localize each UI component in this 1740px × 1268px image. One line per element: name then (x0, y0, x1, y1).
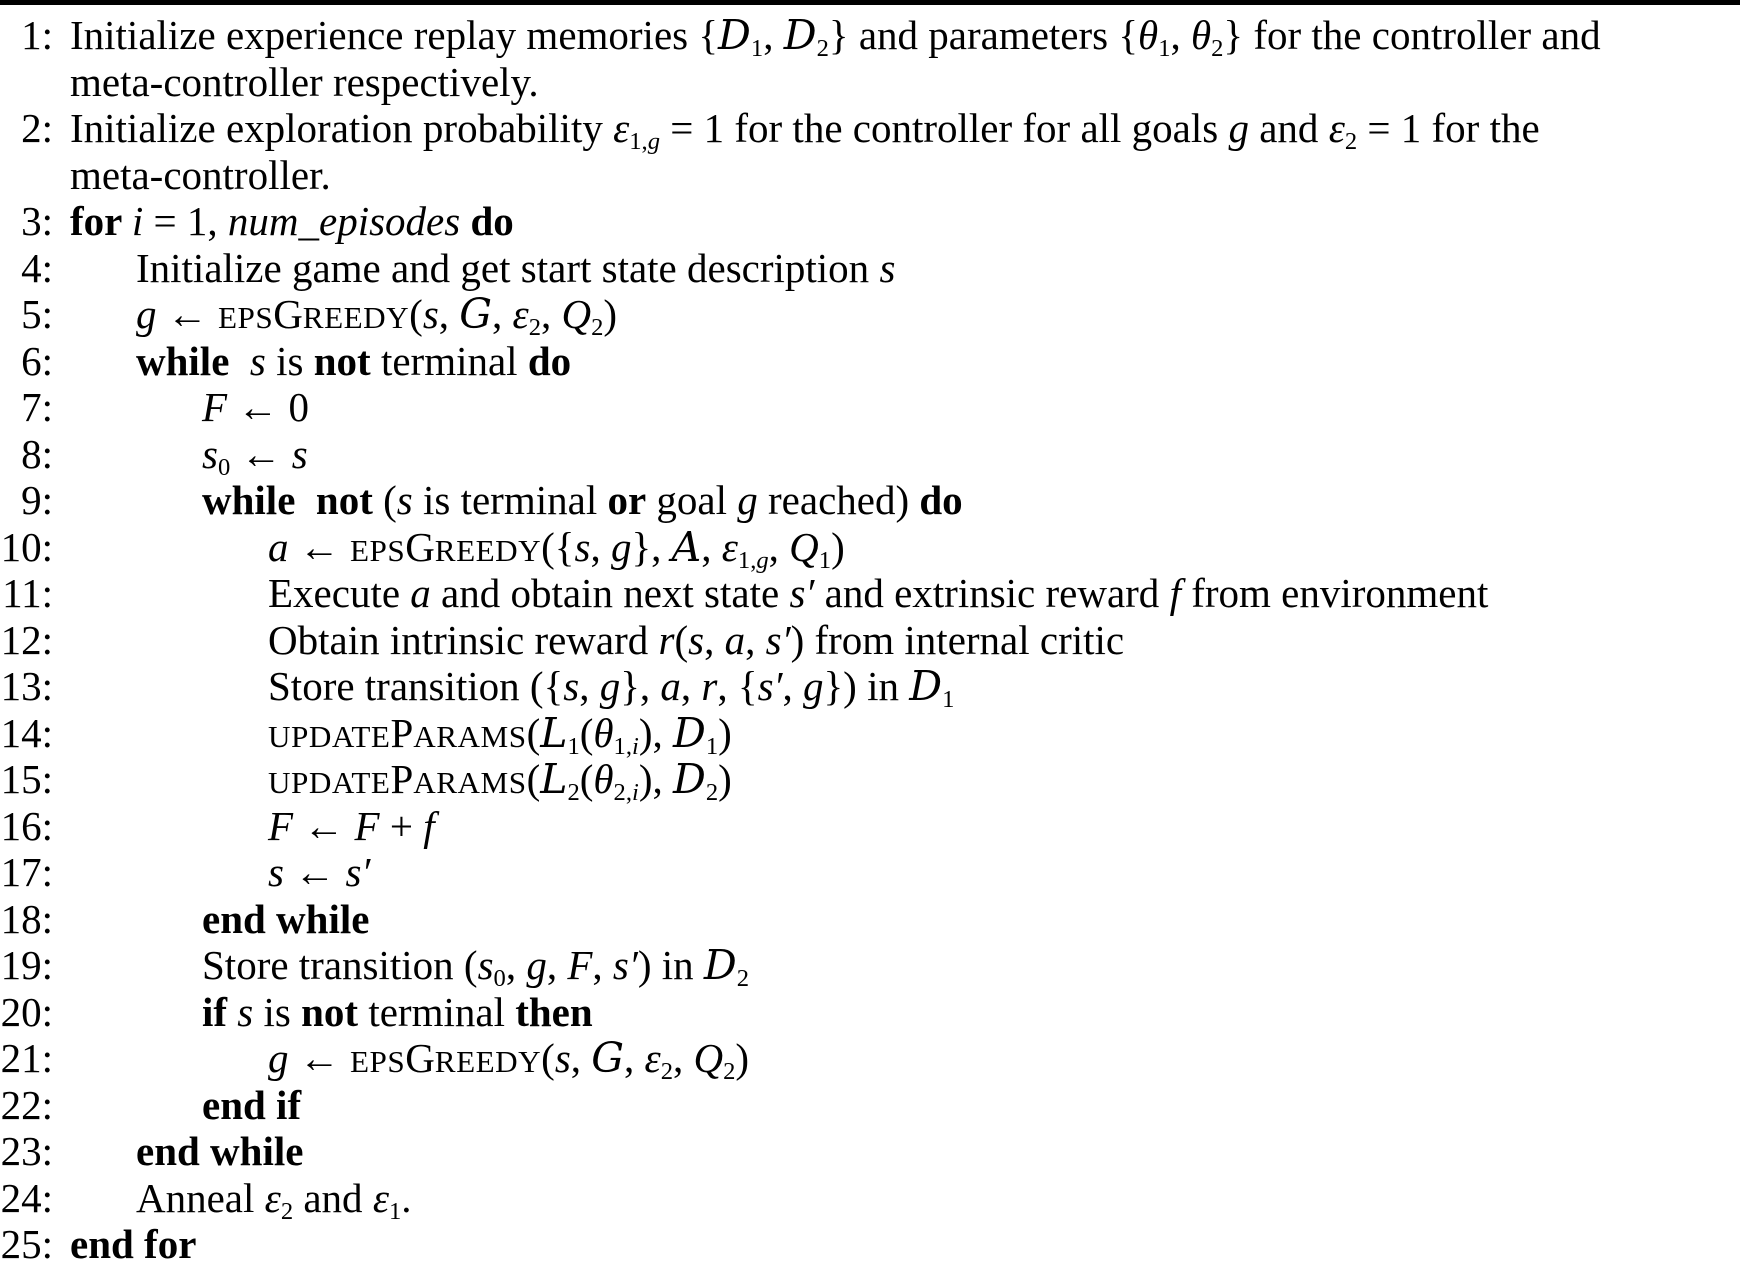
text-segment: } for the controller and (1223, 12, 1601, 58)
line-content (202, 384, 309, 431)
text-segment: 1 (818, 546, 832, 574)
text-segment: a (268, 523, 289, 570)
text-segment: and extrinsic reward (814, 570, 1170, 616)
text-segment: D (703, 941, 737, 989)
text-segment: g (803, 663, 824, 709)
line-content (268, 710, 732, 761)
text-segment: r (658, 616, 675, 663)
algorithm-line-continuation (0, 59, 1740, 106)
text-segment: ε (264, 1174, 281, 1221)
text-segment: REEDY (434, 532, 542, 568)
algorithm-line (0, 1034, 1740, 1085)
text-segment: ← (293, 802, 355, 849)
text-segment: ), (638, 756, 673, 802)
text-segment: and obtain next state (430, 570, 790, 616)
text-segment: Anneal (136, 1174, 265, 1221)
text-segment: ) (718, 709, 732, 756)
text-segment: end if (202, 1081, 302, 1128)
text-segment: ← (156, 291, 218, 337)
algorithm-line (0, 803, 1740, 850)
text-segment: , (704, 616, 725, 663)
text-segment: 2 (280, 1197, 294, 1225)
text-segment: s′ (612, 942, 638, 988)
text-segment: 2 (591, 313, 604, 341)
text-segment: Q (789, 523, 819, 570)
line-number: 3: (21, 198, 53, 244)
text-segment: D (783, 11, 817, 59)
text-segment: g (647, 127, 660, 155)
text-segment: not (315, 477, 373, 523)
text-segment: UPDATE (268, 765, 391, 800)
line-content (202, 477, 963, 524)
text-segment: ε (644, 1035, 661, 1081)
line-content (202, 941, 750, 992)
text-segment: g (610, 523, 632, 570)
text-segment: D (673, 755, 706, 803)
text-segment: f (1169, 570, 1181, 616)
algorithm-line (0, 617, 1740, 664)
text-segment: ) (831, 523, 845, 570)
text-segment: A (671, 522, 702, 571)
text-segment: i (632, 732, 639, 760)
line-content (268, 524, 845, 575)
line-content (70, 198, 514, 245)
algorithm-line (0, 755, 1740, 806)
text-segment: g (1228, 105, 1249, 151)
text-segment: Q (561, 291, 592, 337)
text-segment: do (470, 198, 514, 244)
text-segment: F (354, 802, 380, 849)
text-segment: G (591, 1034, 625, 1082)
algorithm-line (0, 384, 1740, 431)
line-content (136, 291, 617, 342)
text-segment: terminal (370, 337, 528, 384)
line-number: 19: (0, 942, 53, 988)
line-content (70, 59, 539, 106)
text-segment: g (136, 291, 157, 337)
text-segment: = 1, (143, 198, 228, 244)
text-segment: , (590, 523, 611, 570)
text-segment: REEDY (302, 300, 410, 335)
text-segment: f (423, 802, 435, 849)
line-number: 11: (2, 570, 53, 616)
text-segment: G (459, 290, 493, 338)
text-segment: 0 (217, 453, 231, 481)
text-segment: }, (631, 523, 672, 570)
text-segment: ← (288, 1035, 350, 1081)
text-segment: F (268, 802, 294, 849)
text-segment: g (268, 1035, 289, 1081)
algorithm-line (0, 989, 1740, 1036)
algorithm-line (0, 245, 1740, 292)
line-number: 22: (0, 1081, 53, 1128)
text-segment: 1, (629, 127, 648, 155)
algorithm-line (0, 1174, 1740, 1225)
text-segment: , { (717, 663, 758, 709)
text-segment: 0 (493, 964, 506, 992)
text-segment: , (592, 942, 613, 988)
text-segment: s (237, 988, 254, 1035)
line-number: 20: (0, 988, 53, 1035)
text-segment: , (673, 1035, 694, 1081)
algorithm-line (0, 662, 1740, 713)
text-segment: 2 (723, 1057, 736, 1085)
text-segment: goal (646, 477, 738, 523)
text-segment: 1 (705, 732, 719, 760)
line-content (70, 152, 331, 199)
text-segment: 2 (736, 964, 750, 992)
text-segment: s (688, 616, 705, 663)
text-segment: F (567, 942, 593, 988)
text-segment: do (527, 337, 572, 384)
text-segment: s (574, 523, 591, 570)
text-segment: s (554, 1035, 571, 1081)
algorithm-line (0, 522, 1740, 574)
line-number: 15: (0, 756, 53, 802)
algorithm-line (0, 1082, 1740, 1129)
algorithm-line (0, 198, 1740, 245)
text-segment: ε (372, 1174, 389, 1221)
text-segment: g (756, 546, 769, 574)
text-segment: i (131, 198, 144, 244)
text-segment: ARAMS (413, 718, 527, 754)
algorithm-line (0, 477, 1740, 524)
text-segment: }, (620, 663, 661, 709)
algorithm-line (0, 1128, 1740, 1175)
text-segment: s (249, 337, 266, 384)
text-segment: , (624, 1035, 645, 1081)
text-segment: , (570, 1035, 592, 1081)
text-segment: ) from internal critic (790, 616, 1125, 663)
algorithm-line (0, 338, 1740, 385)
algorithm-line (0, 896, 1740, 943)
text-segment: s′ (757, 663, 783, 709)
text-segment: , (768, 523, 790, 570)
line-number: 9: (21, 477, 53, 523)
text-segment: s (202, 430, 218, 477)
text-segment: ) (735, 1035, 750, 1081)
line-content (268, 756, 732, 807)
text-segment: ARAMS (413, 765, 527, 800)
algorithm-line-continuation (0, 152, 1740, 199)
text-segment: 2 (660, 1057, 673, 1085)
text-segment: reached) (757, 477, 920, 523)
text-segment: }) in (823, 663, 910, 709)
text-segment: Execute (268, 570, 411, 616)
text-segment: , (1170, 12, 1191, 58)
text-segment: 2 (567, 778, 580, 806)
text-segment: s (879, 244, 896, 291)
text-segment: while (202, 477, 316, 523)
text-segment: 2 (1211, 34, 1224, 62)
line-number: 10: (0, 523, 53, 570)
text-segment: , (680, 663, 702, 709)
text-segment: ) (603, 291, 618, 337)
text-segment (460, 198, 470, 244)
text-segment: meta-controller. (70, 151, 331, 198)
text-segment: D (673, 708, 706, 757)
text-segment: P (390, 709, 414, 756)
text-segment: θ (1190, 12, 1212, 58)
text-segment: 1 (942, 685, 955, 713)
text-segment: ← (283, 849, 346, 895)
text-segment: + (379, 802, 424, 849)
text-segment: is (253, 988, 302, 1035)
text-segment: F (202, 384, 228, 430)
text-segment: ( (526, 709, 541, 756)
text-segment: ← (230, 430, 292, 477)
text-segment: do (919, 477, 963, 523)
algorithm-lines-container (0, 12, 1740, 1268)
text-segment: g (737, 477, 758, 523)
text-segment: s (477, 942, 494, 988)
text-segment: , (579, 663, 600, 709)
text-segment: G (405, 1035, 435, 1081)
text-segment: Initialize exploration probability (70, 105, 614, 151)
text-segment: g (526, 942, 547, 988)
text-segment: = 1 for the (1357, 105, 1540, 151)
text-segment: , (438, 291, 460, 337)
text-segment: G (405, 523, 435, 570)
text-segment: ( (579, 709, 594, 756)
line-number: 5: (21, 291, 53, 337)
text-segment: . (401, 1174, 412, 1221)
text-segment: s′ (345, 849, 371, 895)
text-segment: 2 (816, 34, 829, 62)
text-segment: 2 (705, 778, 719, 806)
line-number: 17: (0, 849, 53, 895)
text-segment: Obtain intrinsic reward (268, 616, 659, 663)
text-segment: g (599, 663, 621, 709)
algorithm-line (0, 11, 1740, 62)
text-segment: , (541, 291, 562, 337)
text-segment: not (313, 337, 371, 384)
line-number: 14: (0, 709, 53, 756)
text-segment: ← 0 (227, 384, 310, 430)
line-number: 24: (0, 1174, 53, 1221)
text-segment: end while (136, 1128, 304, 1174)
text-segment: is (265, 337, 314, 384)
text-segment: Store transition ({ (268, 663, 564, 709)
text-segment: s′ (789, 570, 815, 616)
text-segment: ( (372, 477, 397, 523)
text-segment: , (782, 663, 803, 709)
text-segment: s′ (765, 616, 791, 663)
line-number: 16: (0, 802, 53, 849)
line-number: 7: (21, 384, 53, 430)
text-segment: ) (718, 756, 732, 802)
line-number: 4: (21, 244, 53, 291)
line-content (70, 1221, 196, 1268)
line-content (202, 896, 369, 943)
text-segment: Store transition ( (202, 942, 478, 988)
text-segment: s (268, 849, 284, 895)
algorithm-line (0, 570, 1740, 617)
text-segment: s (396, 477, 413, 523)
algorithm-line (0, 105, 1740, 155)
algorithm-line (0, 849, 1740, 896)
line-number: 2: (21, 105, 53, 151)
text-segment: 1 (388, 1197, 402, 1225)
text-segment: s (291, 430, 308, 477)
text-segment: Initialize experience replay memories { (70, 12, 719, 58)
line-content (268, 849, 370, 896)
text-segment: EPS (350, 532, 406, 568)
text-segment: r (701, 663, 718, 709)
text-segment: θ (593, 709, 614, 756)
text-segment: ) in (637, 942, 704, 988)
line-number: 6: (21, 337, 53, 384)
line-content (268, 1035, 749, 1086)
text-segment: Q (693, 1035, 724, 1081)
line-number: 13: (0, 663, 53, 709)
line-content (202, 1082, 301, 1129)
line-number: 18: (0, 895, 53, 942)
algorithm-line (0, 430, 1740, 481)
text-segment: , (701, 523, 722, 570)
text-segment: 2 (528, 313, 541, 341)
line-number: 23: (0, 1128, 53, 1174)
text-segment: θ (593, 756, 614, 802)
text-segment: ε (512, 291, 529, 337)
algorithm-line (0, 1221, 1740, 1268)
text-segment: , (546, 942, 568, 988)
text-segment: 2 (1344, 127, 1358, 155)
text-segment: , (505, 942, 527, 988)
text-segment: terminal (358, 988, 516, 1035)
text-segment: G (273, 291, 303, 337)
line-content (136, 1128, 303, 1175)
text-segment: ε (721, 523, 738, 570)
line-content (136, 338, 571, 385)
text-segment: then (515, 988, 593, 1035)
line-content (202, 430, 308, 481)
text-segment: , (492, 291, 513, 337)
text-segment: , (745, 616, 766, 663)
text-segment: num_episodes (227, 198, 461, 244)
text-segment: and (293, 1174, 373, 1221)
text-segment: EPS (218, 300, 274, 335)
text-segment: while (136, 337, 250, 384)
text-segment: if (202, 988, 238, 1035)
text-segment: i (632, 778, 639, 806)
text-segment: ( (541, 1035, 555, 1081)
text-segment: s (422, 291, 439, 337)
line-content (268, 803, 435, 850)
text-segment: = 1 for the controller for all goals (660, 105, 1229, 151)
text-segment: L (540, 708, 568, 757)
text-segment: θ (1138, 12, 1159, 58)
line-content (268, 662, 955, 713)
text-segment: ( (409, 291, 423, 337)
line-number: 21: (0, 1035, 53, 1081)
text-segment: a (724, 616, 746, 663)
text-segment: P (390, 756, 414, 802)
text-segment: not (301, 988, 359, 1035)
text-segment: UPDATE (268, 718, 391, 754)
line-content (202, 989, 593, 1036)
text-segment: ( (526, 756, 541, 802)
text-segment: or (607, 477, 647, 523)
text-segment: s (563, 663, 580, 709)
text-segment: ε (613, 105, 630, 151)
line-number: 25: (0, 1221, 53, 1267)
line-content (70, 105, 1540, 155)
text-segment: 1 (750, 34, 764, 62)
text-segment: from environment (1180, 570, 1489, 616)
line-content (268, 617, 1124, 664)
text-segment: ), (638, 709, 673, 756)
text-segment: end while (202, 895, 370, 942)
text-segment: D (909, 662, 943, 710)
text-segment: ← (288, 523, 350, 570)
line-content (70, 11, 1601, 62)
text-segment: } and parameters { (828, 12, 1139, 58)
algorithm-line (0, 941, 1740, 992)
text-segment: Initialize game and get start state description (136, 244, 880, 291)
text-segment: meta-controller respectively. (70, 58, 539, 105)
line-content (136, 1174, 412, 1225)
line-number: 8: (21, 430, 53, 477)
text-segment: is terminal (412, 477, 608, 523)
text-segment: 1 (1158, 34, 1171, 62)
text-segment: and (1248, 105, 1329, 151)
text-segment: , (763, 12, 784, 58)
text-segment: for (70, 198, 132, 244)
text-segment: end for (70, 1221, 197, 1267)
text-segment: EPS (350, 1044, 406, 1079)
line-number: 1: (21, 12, 53, 58)
line-number: 12: (0, 616, 53, 663)
text-segment: REEDY (434, 1044, 542, 1079)
text-segment: D (718, 11, 751, 59)
text-segment: a (410, 570, 431, 616)
text-segment: ( (579, 756, 594, 802)
line-content (136, 245, 895, 292)
text-segment: 2, (613, 778, 632, 806)
text-segment: ({ (541, 523, 575, 570)
line-content (268, 570, 1488, 617)
algorithm-line (0, 290, 1740, 341)
text-segment: 1, (737, 546, 757, 574)
text-segment: ε (1328, 105, 1345, 151)
text-segment: ( (674, 616, 689, 663)
algorithm-line (0, 708, 1740, 760)
text-segment: L (540, 755, 568, 803)
text-segment: 1 (567, 732, 580, 760)
text-segment: 1, (613, 732, 632, 760)
text-segment: a (660, 663, 681, 709)
